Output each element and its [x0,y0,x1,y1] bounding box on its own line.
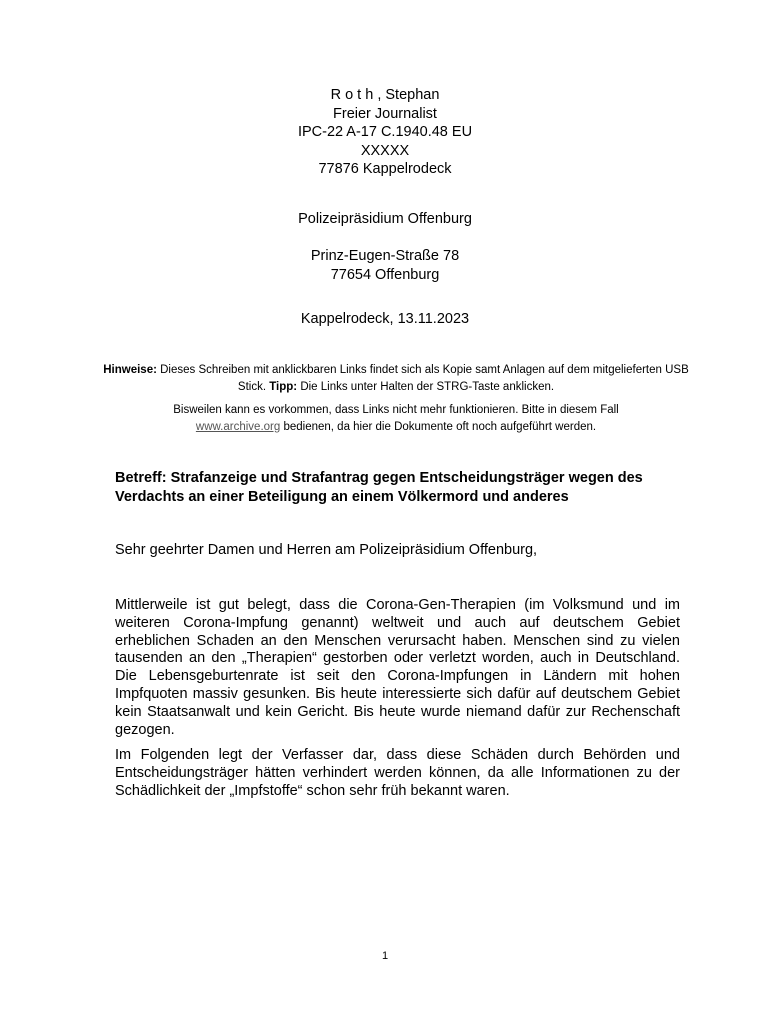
recipient-address [0,247,770,284]
hint-paragraph [100,362,692,395]
letter-body [115,597,680,801]
sender-code: IPC-22 A-17 C.1940.48 EU [297,124,473,140]
tip-label: Tipp: [269,380,298,393]
sender-name: R o t h , Stephan [330,87,440,103]
archive-link[interactable]: www.archive.org [195,420,281,433]
body-paragraph-2: Im Folgenden legt der Verfasser dar, dass diese Schäden durch Behörden und Entscheidungsträger hätten verhindert werden können, da alle Informationen zu der Schädlichkeit der „Impfstoffe“ schon sehr früh bekannt waren. [115,747,680,799]
archive-text-2: bedienen, da hier die Dokumente oft noch aufgeführt werden. [280,420,597,433]
page-number: 1 [381,950,389,962]
hint-text: Dieses Schreiben mit anklickbaren Links findet sich als Kopie samt Anlagen auf dem mitgelieferten USB Stick. [156,364,689,393]
recipient-name: Polizeipräsidium Offenburg [298,211,472,227]
sender-street: XXXXX [360,142,410,159]
archive-paragraph [100,402,692,435]
archive-text-1: Bisweilen kann es vorkommen, dass Links nicht mehr funktionieren. Bitte in diesem Fall [173,404,619,416]
recipient-street: Prinz-Eugen-Straße 78 [310,248,460,264]
sender-city: 77876 Kappelrodeck [318,161,452,177]
salutation: Sehr geehrter Damen und Herren am Polizeipräsidium Offenburg, [115,542,538,558]
sender-title: Freier Journalist [333,105,437,122]
hint-label: Hinweise: [103,364,157,376]
date-line: Kappelrodeck, 13.11.2023 [300,311,470,327]
sender-block [0,86,770,179]
body-paragraph-1: Mittlerweile ist gut belegt, dass die Corona-Gen-Therapien (im Volksmund und im weiteren Corona-Impfung genannt) weltweit und auch auf deutschem Gebiet erheblichen Schaden an den Menschen verursacht haben. Menschen sind zu vielen tausenden an den „Therapien“ gestorben oder verletzt worden, auch in Deutschland. Die Lebensgeburtenrate ist seit den Corona-Impfungen in Ländern mit hohen Impfquoten massiv gesunken. Bis heute interessierte sich dafür auf deutschem Gebiet kein Staatsanwalt und kein Gericht. Bis heute wurde niemand dafür zur Rechenschaft gezogen. [115,597,680,738]
subject-line: Betreff: Strafanzeige und Strafantrag gegen Entscheidungsträger wegen des Verdachts an einer Beteiligung an einem Völkermord und anderes [115,470,643,505]
tip-text: Die Links unter Halten der STRG-Taste anklicken. [297,380,555,393]
recipient-city: 77654 Offenburg [330,266,440,283]
notes-block [100,362,692,435]
